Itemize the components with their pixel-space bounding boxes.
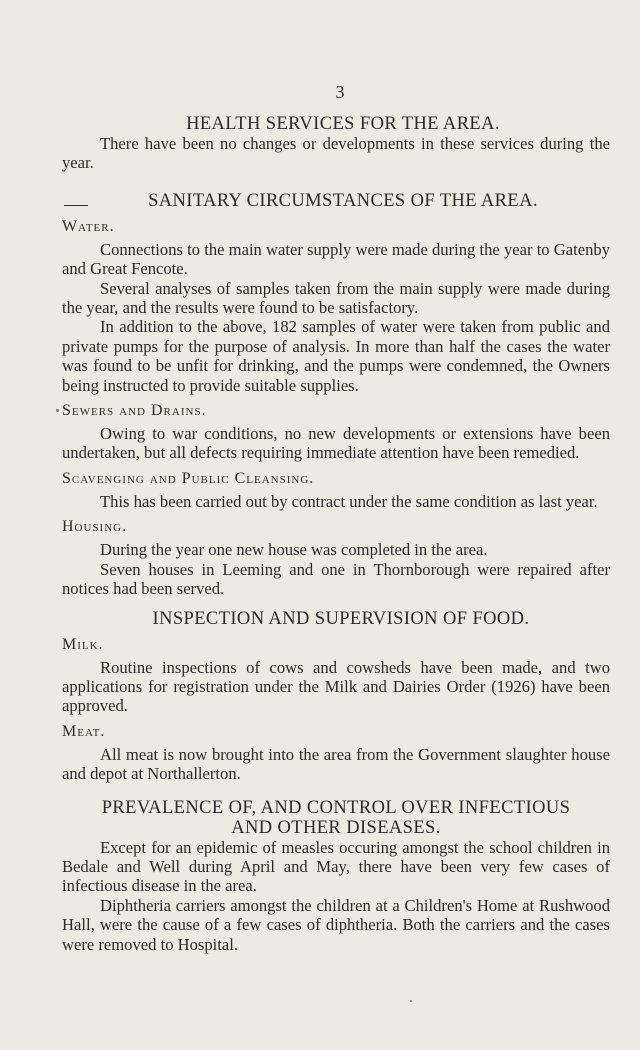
paragraph: During the year one new house was completed in the area. — [100, 540, 488, 560]
paragraph: Seven houses in Leeming and one in Thornborough were repaired after notices had been served. — [62, 559, 610, 599]
subheading-milk: Milk. — [62, 635, 104, 653]
heading-prevalence: PREVALENCE OF, AND CONTROL OVER INFECTIOUS — [101, 797, 571, 818]
heading-inspection-food: INSPECTION AND SUPERVISION OF FOOD. — [152, 608, 530, 629]
heading-prevalence-line2: AND OTHER DISEASES. — [231, 817, 441, 838]
paragraph: All meat is now brought into the area from the Government slaughter house and depot at Northallerton. — [62, 744, 610, 784]
paragraph: Connections to the main water supply were made during the year to Gatenby and Great Fencote. — [62, 239, 610, 279]
paper-speck — [410, 1000, 412, 1002]
paragraph: Routine inspections of cows and cowsheds have been made, and two applications for registration under the Milk and Dairies Order (1926) have been approved. — [62, 657, 610, 716]
subheading-scavenging: Scavenging and Public Cleansing. — [62, 469, 315, 487]
paragraph: There have been no changes or developments in these services during the year. — [62, 134, 610, 173]
heading-sanitary-circumstances: SANITARY CIRCUMSTANCES OF THE AREA. — [148, 190, 538, 211]
paragraph: This has been carried out by contract under the same condition as last year. — [100, 491, 598, 511]
subheading-water: Water. — [62, 217, 115, 235]
paragraph: Diphtheria carriers amongst the children at a Children's Home at Rushwood Hall, were the cause of a few cases of diphtheria. Both the carriers and the cases were removed to Hospital. — [62, 895, 610, 954]
subheading-meat: Meat. — [62, 722, 106, 740]
subheading-sewers-drains: Sewers and Drains. — [62, 402, 207, 420]
subheading-housing: Housing. — [62, 518, 128, 536]
decorative-rule — [64, 205, 88, 206]
paper-speck — [56, 409, 59, 412]
paragraph: In addition to the above, 182 samples of water were taken from public and private pumps for the purpose of analysis. In more than half the cases the water was found to be unfit for drinking, and the pumps were condemned, the Owners being instructed to provide suitable supplies. — [62, 317, 610, 395]
paragraph: Except for an epidemic of measles occuring amongst the school children in Bedale and Well during April and May, there have been very few cases of infectious disease in the area. — [62, 837, 610, 896]
paragraph: Several analyses of samples taken from the main supply were made during the year, and the results were found to be satisfactory. — [62, 278, 610, 318]
paragraph: Owing to war conditions, no new developments or extensions have been undertaken, but all defects requiring immediate attention have been remedied. — [62, 424, 610, 463]
page-number: 3 — [335, 82, 345, 102]
heading-health-services: HEALTH SERVICES FOR THE AREA. — [186, 114, 500, 134]
